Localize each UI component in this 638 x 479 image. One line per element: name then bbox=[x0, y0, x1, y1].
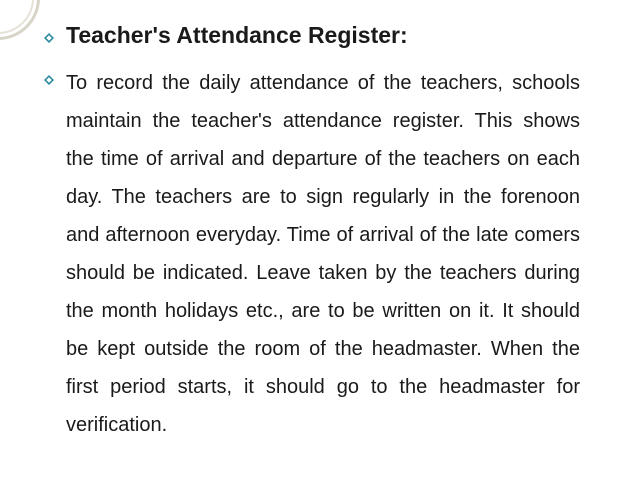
slide-body-paragraph: To record the daily attendance of the teachers, schools maintain the teacher's attendance register. This shows the time of arrival and departure of the teachers on each day. The teachers are to sign regularly in the forenoon and afternoon everyday. Time of arrival of the late comers should be indicated. Leave taken by the teachers during the month holidays etc., are to be written on it. It should be kept outside the room of the headmaster. When the first period starts, it should go to the headmaster for verification. bbox=[66, 72, 580, 436]
diamond-bullet-icon bbox=[44, 33, 54, 43]
slide-heading: Teacher's Attendance Register: bbox=[66, 22, 408, 48]
diamond-bullet-icon bbox=[44, 75, 54, 85]
